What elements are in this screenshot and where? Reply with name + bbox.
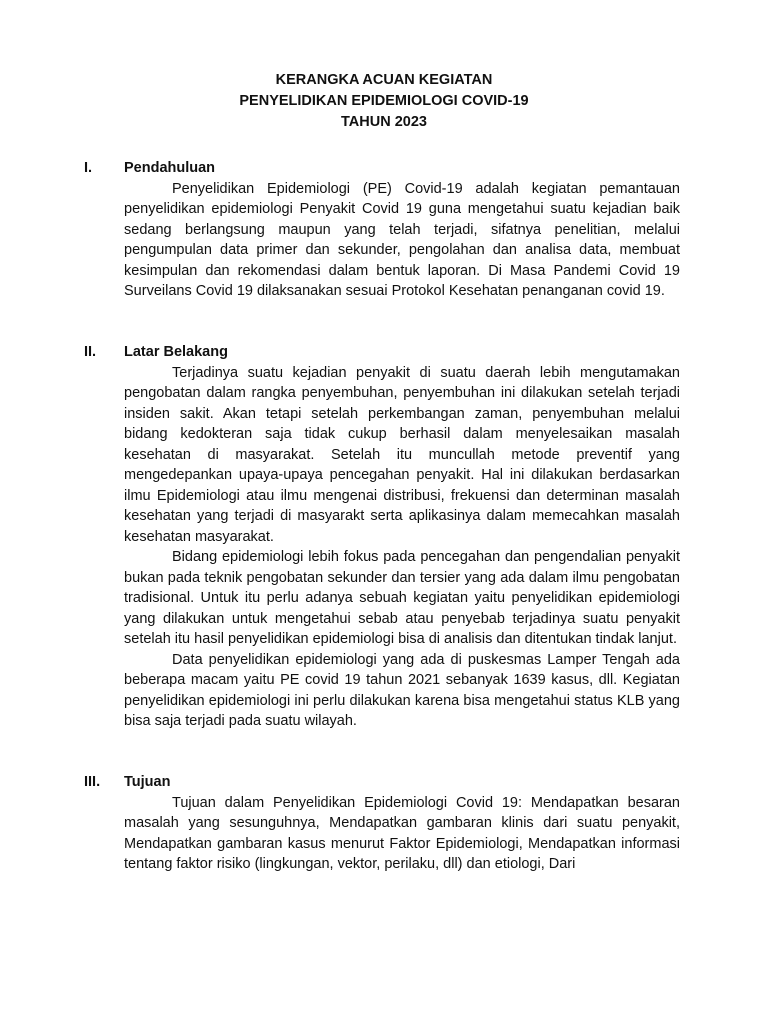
paragraph: Terjadinya suatu kejadian penyakit di suatu daerah lebih mengutamakan pengobatan dalam rangka penyembuhan, penyembuhan ini dilakukan setelah terjadi insiden sakit. Akan tetapi setelah perkembangan zaman, penyembuhan melalui bidang kedokteran saja tidak cukup berhasil dalam menyelesaikan masalah kesehatan di masyarakat. Setelah itu muncullah metode preventif yang mengedepankan upaya-upaya pencegahan penyakit. Hal ini dilakukan berdasarkan ilmu Epidemiologi atau ilmu mengenai distribusi, frekuensi dan determinan masalah kesehatan yang terjadi di masyarakt serta aplikasinya dalam memecahkan masalah kesehatan masyarakat. bbox=[124, 364, 680, 545]
paragraph: Tujuan dalam Penyelidikan Epidemiologi Covid 19: Mendapatkan besaran masalah yang sesunguhnya, Mendapatkan gambaran klinis dari suatu penyakit, Mendapatkan gambaran kasus menurut Faktor Epidemiologi, Mendapatkan informasi tentang faktor risiko (lingkungan, vektor, perilaku, dll) dan etiologi, Dari bbox=[124, 794, 680, 872]
section-title: Tujuan bbox=[124, 774, 171, 790]
section-heading bbox=[84, 772, 680, 793]
paragraph: Bidang epidemiologi lebih fokus pada pencegahan dan pengendalian penyakit bukan pada teknik pengobatan sekunder dan tersier yang ada dalam ilmu pengobatan tradisional. Untuk itu perlu adanya sebuah kegiatan yaitu penyelidikan epidemiologi yang dilakukan untuk mengetahui sebab atau penyebab terjadinya suatu penyakit setelah itu hasil penyelidikan epidemiologi bisa di analisis dan ditentukan tindak lanjut. bbox=[124, 549, 680, 647]
title-line-1: KERANGKA ACUAN KEGIATAN bbox=[275, 72, 493, 88]
document-title bbox=[0, 70, 768, 133]
section-tujuan bbox=[84, 772, 680, 875]
title-line-3: TAHUN 2023 bbox=[341, 114, 427, 130]
paragraph: Penyelidikan Epidemiologi (PE) Covid-19 adalah kegiatan pemantauan penyelidikan epidemiologi Penyakit Covid 19 guna mengetahui suatu kejadian baik sedang berlangsung maupun yang telah terjadi, sifatnya penelitian, melalui pengumpulan data primer dan sekunder, pengolahan dan analisa data, membuat kesimpulan dan rekomendasi dalam bentuk laporan. Di Masa Pandemi Covid 19 Surveilans Covid 19 dilaksanakan sesuai Protokol Kesehatan penanganan covid 19. bbox=[124, 180, 680, 299]
section-number: III. bbox=[84, 774, 101, 790]
title-line-2: PENYELIDIKAN EPIDEMIOLOGI COVID-19 bbox=[239, 93, 529, 109]
paragraph: Data penyelidikan epidemiologi yang ada di puskesmas Lamper Tengah ada beberapa macam yaitu PE covid 19 tahun 2021 sebanyak 1639 kasus, dll. Kegiatan penyelidikan epidemiologi ini perlu dilakukan karena bisa mengetahui status KLB yang bisa saja terjadi pada suatu wilayah. bbox=[124, 651, 680, 729]
section-pendahuluan bbox=[84, 158, 680, 302]
section-heading bbox=[84, 342, 680, 363]
section-title: Latar Belakang bbox=[124, 344, 228, 360]
section-number: II. bbox=[84, 344, 97, 360]
section-number: I. bbox=[84, 160, 93, 176]
section-heading bbox=[84, 158, 680, 179]
section-latar-belakang bbox=[84, 342, 680, 732]
section-title: Pendahuluan bbox=[124, 160, 216, 176]
